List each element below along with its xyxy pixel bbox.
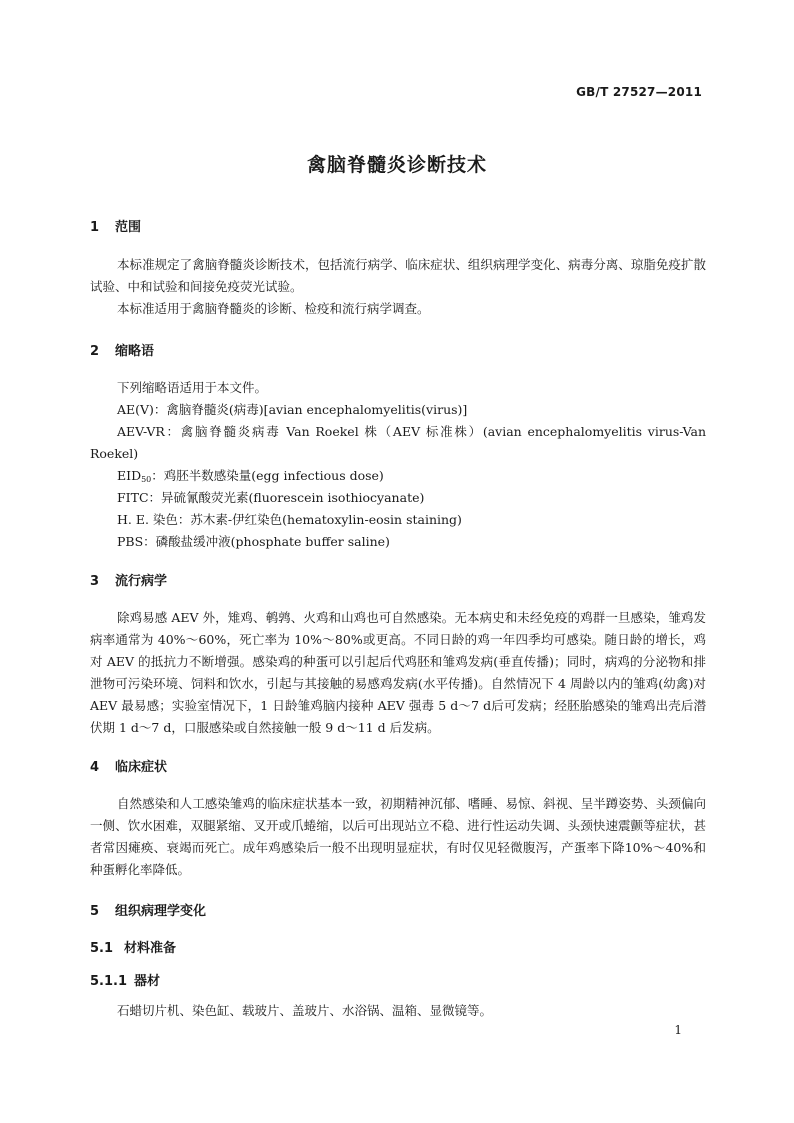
section-number: 5.1.1	[90, 974, 128, 989]
abbreviation-item: AEV-VR：禽脑脊髓炎病毒 Van Roekel 株（AEV 标准株）(avian encephalomyelitis virus-Van Roekel)	[90, 424, 706, 461]
section-title: 临床症状	[115, 760, 168, 775]
section-number: 3	[90, 574, 100, 589]
eid-abbrev: EID	[117, 468, 142, 483]
section-5-1-heading	[90, 937, 176, 956]
section-title: 流行病学	[115, 574, 168, 589]
section-number: 5	[90, 904, 100, 919]
section-title: 器材	[134, 974, 161, 989]
eid-definition: ：鸡胚半数感染量(egg infectious dose)	[151, 468, 384, 483]
section-1-body	[90, 254, 706, 320]
section-2-heading	[90, 340, 154, 359]
abbreviation-item: PBS：磷酸盐缓冲液(phosphate buffer saline)	[117, 534, 390, 549]
section-3-body	[90, 607, 706, 739]
eid-subscript: 50	[141, 475, 152, 484]
paragraph: 本标准规定了禽脑脊髓炎诊断技术，包括流行病学、临床症状、组织病理学变化、病毒分离、琼脂免疫扩散试验、中和试验和间接免疫荧光试验。	[90, 257, 706, 294]
paragraph: 自然感染和人工感染雏鸡的临床症状基本一致，初期精神沉郁、嗜睡、易惊、斜视、呈半蹲姿势、头颈偏向一侧、饮水困难，双腿紧缩、叉开或爪蜷缩，以后可出现站立不稳、进行性运动失调、头颈快速震颤等症状，甚者常因瘫痪、衰竭而死亡。成年鸡感染后一般不出现明显症状，有时仅见轻微腹泻，产蛋率下降10%～40%和种蛋孵化率降低。	[90, 796, 706, 877]
standard-code: GB/T 27527—2011	[576, 85, 702, 99]
abbreviation-item: H. E. 染色：苏木素-伊红染色(hematoxylin-eosin staining)	[117, 512, 462, 527]
section-2-body	[90, 377, 706, 553]
section-5-1-1-body	[90, 1000, 706, 1022]
section-1-heading	[90, 216, 141, 235]
section-5-1-1-heading	[90, 970, 160, 989]
paragraph: 石蜡切片机、染色缸、载玻片、盖玻片、水浴锅、温箱、显微镜等。	[117, 1003, 493, 1018]
section-number: 1	[90, 220, 100, 235]
section-title: 缩略语	[115, 344, 155, 359]
section-3-heading	[90, 570, 167, 589]
abbreviation-item: FITC：异硫氰酸荧光素(fluorescein isothiocyanate)	[117, 490, 425, 505]
abbreviation-item: AE(V)：禽脑脊髓炎(病毒)[avian encephalomyelitis(virus)]	[117, 402, 468, 417]
section-4-heading	[90, 756, 167, 775]
section-4-body	[90, 793, 706, 881]
paragraph: 下列缩略语适用于本文件。	[117, 380, 268, 395]
section-number: 4	[90, 760, 100, 775]
section-number: 5.1	[90, 941, 114, 956]
abbreviation-item	[90, 465, 706, 487]
section-title: 组织病理学变化	[115, 904, 207, 919]
paragraph: 本标准适用于禽脑脊髓炎的诊断、检疫和流行病学调查。	[117, 301, 430, 316]
page-number: 1	[674, 1023, 682, 1037]
section-number: 2	[90, 344, 100, 359]
section-5-heading	[90, 900, 206, 919]
section-title: 材料准备	[124, 941, 177, 956]
section-title: 范围	[115, 220, 142, 235]
paragraph: 除鸡易感 AEV 外，雉鸡、鹌鹑、火鸡和山鸡也可自然感染。无本病史和未经免疫的鸡群一旦感染，雏鸡发病率通常为 40%～60%，死亡率为 10%～80%或更高。不同日龄的鸡一年四季均可感染。随日龄的增长，鸡对 AEV 的抵抗力不断增强。感染鸡的种蛋可以引起后代鸡胚和雏鸡发病(垂直传播)；同时，病鸡的分泌物和排泄物可污染环境、饲料和饮水，引起与其接触的易感鸡发病(水平传播)。自然情况下 4 周龄以内的雏鸡(幼禽)对 AEV 最易感；实验室情况下，1 日龄雏鸡脑内接种 AEV 强毒 5 d～7 d后可发病；经胚胎感染的雏鸡出壳后潜伏期 1 d～7 d，口服感染或自然接触一般 9 d～11 d 后发病。	[90, 610, 706, 735]
document-title: 禽脑脊髓炎诊断技术	[306, 154, 487, 176]
